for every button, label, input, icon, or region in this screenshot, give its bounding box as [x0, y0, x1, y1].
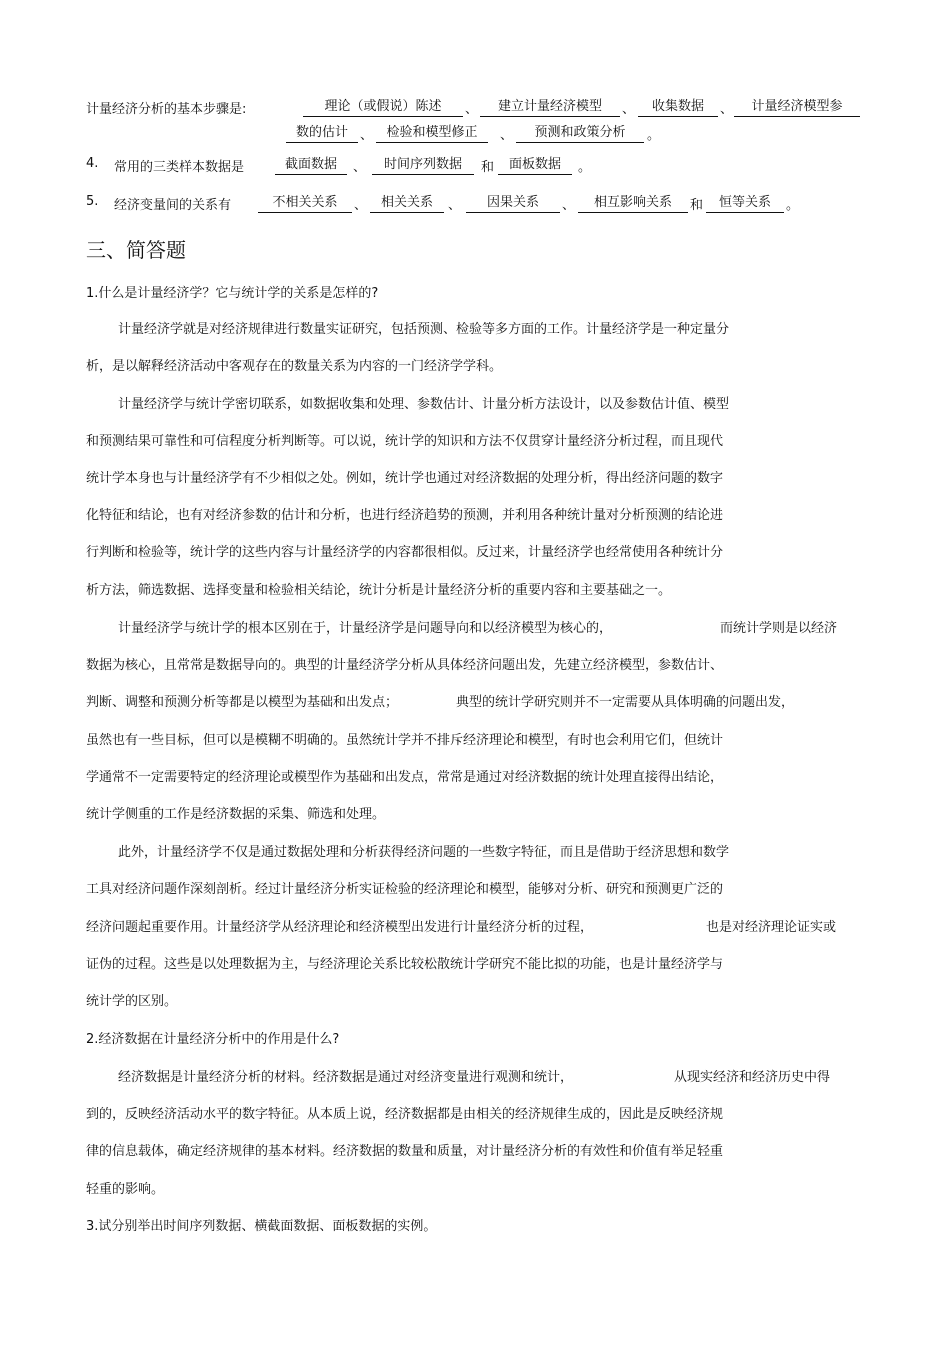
q3-end: 。 — [647, 128, 661, 143]
q5-blank-4: 相互影响关系 — [578, 194, 688, 213]
q3-sep-5: 、 — [500, 128, 514, 143]
q3-sep-4: 、 — [360, 128, 374, 143]
q5-sep-3: 、 — [562, 198, 576, 213]
q3-sep-1: 、 — [465, 102, 479, 117]
q3-blank-5: 数的估计 — [286, 124, 358, 143]
q3-sep-2: 、 — [622, 102, 636, 117]
q5-blank-5: 恒等关系 — [706, 194, 784, 213]
q4-sep-1: 、 — [353, 160, 367, 175]
q3-blank-6: 检验和模型修正 — [376, 124, 488, 143]
question-3-title: 3.试分别举出时间序列数据、横截面数据、面板数据的实例。 — [86, 1219, 437, 1234]
q3-blank-4: 计量经济模型参 — [734, 98, 860, 117]
q5-label: 经济变量间的关系有 — [114, 198, 232, 213]
q1-line: 析方法，筛选数据、选择变量和检验相关结论，统计分析是计量经济分析的重要内容和主要基础之一。 — [86, 583, 672, 598]
question-1-title: 1.什么是计量经济学？它与统计学的关系是怎样的? — [86, 286, 379, 301]
q3-blank-1: 理论（或假说）陈述 — [303, 98, 463, 117]
q1-line: 计量经济学与统计学密切联系，如数据收集和处理、参数估计、计量分析方法设计，以及参数估计值、模型 — [118, 397, 730, 412]
q1-line: 统计学侧重的工作是经济数据的采集、筛选和处理。 — [86, 807, 386, 822]
q5-end: 。 — [786, 198, 800, 213]
q3-blank-2: 建立计量经济模型 — [480, 98, 620, 117]
q2-line: 轻重的影响。 — [86, 1182, 165, 1197]
q3-blank-3: 收集数据 — [638, 98, 718, 117]
q1-line: 计量经济学就是对经济规律进行数量实证研究，包括预测、检验等多方面的工作。计量经济学是一种定量分 — [118, 322, 730, 337]
q4-blank-3: 面板数据 — [498, 156, 572, 175]
q1-line: 也是对经济理论证实或 — [706, 920, 837, 935]
q1-line: 数据为核心，且常常是数据导向的。典型的计量经济学分析从具体经济问题出发，先建立经济模型，参数估计、 — [86, 658, 724, 673]
q5-blank-2: 相关关系 — [370, 194, 444, 213]
q2-line: 律的信息载体，确定经济规律的基本材料。经济数据的数量和质量，对计量经济分析的有效性和价值有举足轻重 — [86, 1144, 724, 1159]
q1-line: 统计学本身也与计量经济学有不少相似之处。例如，统计学也通过对经济数据的处理分析，得出经济问题的数字 — [86, 471, 724, 486]
q5-sep-2: 、 — [448, 198, 462, 213]
q4-and: 和 — [481, 160, 495, 175]
question-2-title: 2.经济数据在计量经济分析中的作用是什么? — [86, 1032, 340, 1047]
q1-line: 析，是以解释经济活动中客观存在的数量关系为内容的一门经济学学科。 — [86, 359, 503, 374]
q5-blank-1: 不相关关系 — [258, 194, 352, 213]
section-title: 三、简答题 — [86, 238, 186, 262]
q1-line: 工具对经济问题作深刻剖析。经过计量经济分析实证检验的经济理论和模型，能够对分析、研究和预测更广泛的 — [86, 882, 724, 897]
q3-blank-7: 预测和政策分析 — [516, 124, 644, 143]
q2-line: 从现实经济和经济历史中得 — [674, 1070, 831, 1085]
q4-blank-2: 时间序列数据 — [372, 156, 474, 175]
q1-line: 而统计学则是以经济 — [720, 621, 838, 636]
q1-line: 行判断和检验等，统计学的这些内容与计量经济学的内容都很相似。反过来，计量经济学也经常使用各种统计分 — [86, 545, 724, 560]
q1-line: 此外，计量经济学不仅是通过数据处理和分析获得经济问题的一些数字特征，而且是借助于经济思想和数学 — [118, 845, 730, 860]
q1-line: 虽然也有一些目标，但可以是模糊不明确的。虽然统计学并不排斥经济理论和模型，有时也会利用它们，但统计 — [86, 733, 724, 748]
q3-sep-3: 、 — [720, 102, 734, 117]
q4-blank-1: 截面数据 — [275, 156, 347, 175]
q1-line: 学通常不一定需要特定的经济理论或模型作为基础和出发点，常常是通过对经济数据的统计处理直接得出结论， — [86, 770, 724, 785]
q1-line: 经济问题起重要作用。计量经济学从经济理论和经济模型出发进行计量经济分析的过程， — [86, 920, 594, 935]
q2-line: 经济数据是计量经济分析的材料。经济数据是通过对经济变量进行观测和统计， — [118, 1070, 574, 1085]
q4-number: 4. — [86, 156, 99, 171]
q1-line: 统计学的区别。 — [86, 994, 178, 1009]
q1-line: 证伪的过程。这些是以处理数据为主，与经济理论关系比较松散统计学研究不能比拟的功能，也是计量经济学与 — [86, 957, 724, 972]
q5-and: 和 — [690, 198, 704, 213]
q5-number: 5. — [86, 194, 99, 209]
q3-label: 计量经济分析的基本步骤是: — [86, 102, 247, 117]
q1-line: 计量经济学与统计学的根本区别在于，计量经济学是问题导向和以经济模型为核心的， — [118, 621, 613, 636]
q1-line: 判断、调整和预测分析等都是以模型为基础和出发点； — [86, 695, 399, 710]
q5-sep-1: 、 — [354, 198, 368, 213]
q4-label: 常用的三类样本数据是 — [114, 160, 245, 175]
q2-line: 到的，反映经济活动水平的数字特征。从本质上说，经济数据都是由相关的经济规律生成的，因此是反映经济规 — [86, 1107, 724, 1122]
q1-line: 化特征和结论，也有对经济参数的估计和分析，也进行经济趋势的预测，并利用各种统计量对分析预测的结论进 — [86, 508, 724, 523]
q1-line: 和预测结果可靠性和可信程度分析判断等。可以说，统计学的知识和方法不仅贯穿计量经济分析过程，而且现代 — [86, 434, 724, 449]
q5-blank-3: 因果关系 — [466, 194, 560, 213]
q4-end: 。 — [578, 160, 592, 175]
q1-line: 典型的统计学研究则并不一定需要从具体明确的问题出发， — [456, 695, 795, 710]
